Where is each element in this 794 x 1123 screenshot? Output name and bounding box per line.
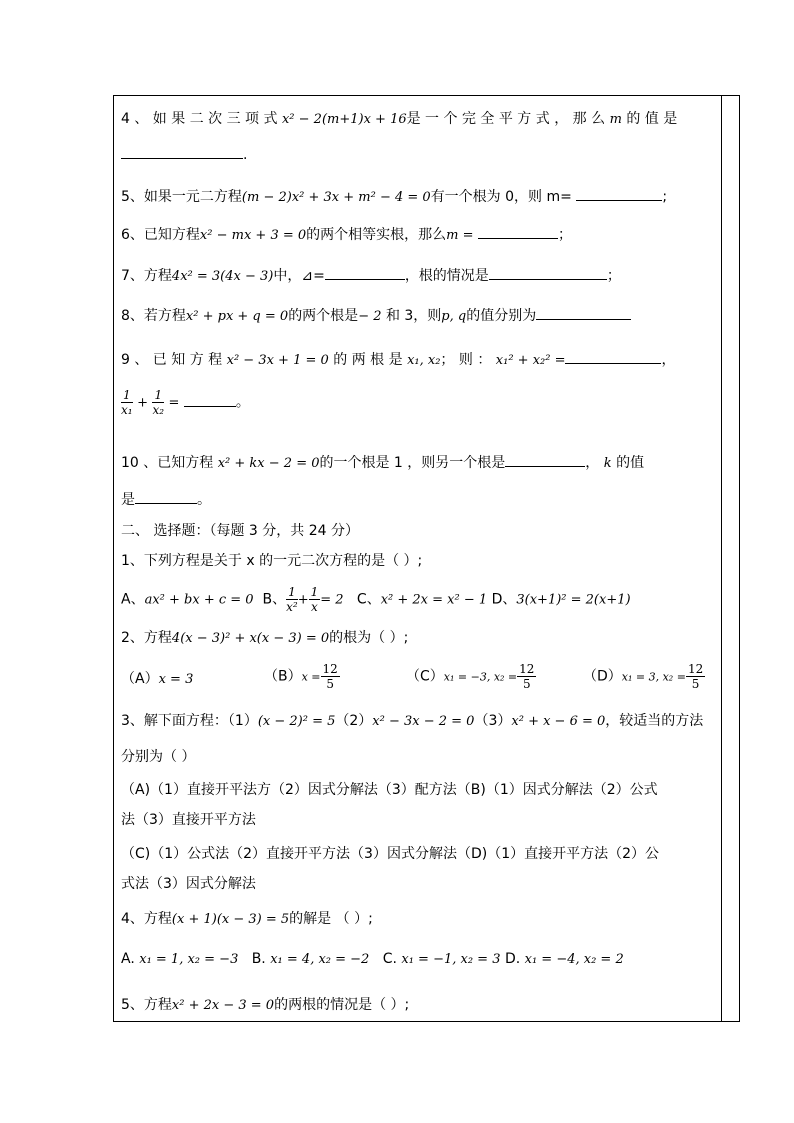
choice-question-1 bbox=[121, 550, 422, 570]
q10-variable: k bbox=[603, 456, 612, 471]
c1-option-a[interactable]: ax² + bx + c = 0 bbox=[144, 592, 254, 608]
c3-options-ab-line-1: （A)（1）直接开平法方（2）因式分解法（3）配方法（B)（1）因式分解法（2）公式 bbox=[121, 782, 658, 798]
q7-blank-2[interactable] bbox=[489, 267, 607, 280]
q10-blank-1[interactable] bbox=[505, 454, 585, 467]
q4-text-3: 的 值 是 bbox=[626, 111, 678, 127]
choice-3-options-ab[interactable] bbox=[121, 779, 658, 799]
q9-end-2: 。 bbox=[235, 394, 250, 411]
choice-question-4 bbox=[121, 908, 373, 928]
c2-option-d[interactable]: （D）x₁ = 3, x₂ = $\frac{12}{5}$ bbox=[583, 662, 704, 691]
c2-option-b[interactable]: （B）x = $\frac{12}{5}$ bbox=[264, 662, 338, 691]
q9-text-2: 的 两 根 是 bbox=[333, 352, 403, 368]
question-10 bbox=[121, 452, 644, 472]
q5-text: 5、如果一元二方程 bbox=[121, 189, 242, 205]
question-9 bbox=[121, 349, 675, 369]
q8-text-4: 的值分别为 bbox=[466, 308, 537, 324]
q10-text-4: 的值 bbox=[616, 455, 645, 471]
choice-question-3-line-2 bbox=[121, 746, 195, 766]
c3-expression-1: (x − 2)² = 5 bbox=[257, 714, 336, 729]
q6-text: 6、已知方程 bbox=[121, 227, 200, 243]
c1-option-a-label: A、 bbox=[121, 591, 145, 608]
c4-option-d[interactable]: D. x₁ = −4, x₂ = 2 bbox=[504, 951, 624, 967]
q8-root: − 2 bbox=[358, 309, 382, 324]
c4-text: 4、方程 bbox=[121, 911, 172, 927]
q8-text: 8、若方程 bbox=[121, 308, 186, 324]
c1-option-d-label: D、 bbox=[491, 591, 517, 608]
q6-blank[interactable] bbox=[478, 226, 558, 239]
c1-option-c-label: C、 bbox=[356, 591, 381, 608]
q8-variables: p, q bbox=[441, 309, 467, 324]
q9-text: 9 、 已 知 方 程 bbox=[121, 352, 223, 368]
q5-end: ; bbox=[662, 189, 668, 205]
c5-text: 5、方程 bbox=[121, 997, 172, 1013]
choice-1-options: A、ax² + bx + c = 0 B、 $\frac{1}{\text{x²}}$ + $\frac{1}{x}$ = 2 C、x² + 2x = x² − 1 D、3(x+1)² = 2(x+1) bbox=[121, 585, 631, 614]
q10-expression: x² + kx − 2 = 0 bbox=[217, 456, 320, 471]
q4-text: 4 、 如 果 二 次 三 项 式 bbox=[121, 111, 278, 127]
q7-delta: ⊿= bbox=[301, 268, 325, 284]
q4-end: . bbox=[243, 147, 248, 163]
question-4-answer-line bbox=[121, 146, 247, 163]
c4-option-b[interactable]: B. x₁ = 4, x₂ = −2 bbox=[251, 951, 370, 967]
c2-text: 2、方程 bbox=[121, 630, 172, 646]
q8-blank[interactable] bbox=[536, 307, 631, 320]
q6-end: ； bbox=[557, 227, 572, 243]
c2-option-a[interactable]: （A）x = 3 bbox=[121, 671, 194, 687]
choice-3-options-cd[interactable] bbox=[121, 843, 659, 863]
q7-text: 7、方程 bbox=[121, 268, 172, 284]
c3-text-2: 分别为（ ） bbox=[121, 749, 196, 765]
q7-text-2: 中， bbox=[273, 268, 302, 284]
question-9-line-2 bbox=[121, 388, 250, 417]
q6-variable: m = bbox=[446, 228, 474, 243]
q8-text-3: 和 3，则 bbox=[385, 308, 442, 324]
q9-roots: x₁, x₂ bbox=[407, 353, 441, 368]
c3-options-cd-line-2: 式法（3）因式分解法 bbox=[121, 876, 256, 892]
choice-question-5 bbox=[121, 994, 409, 1014]
q7-expression: 4x² = 3(4x − 3) bbox=[171, 269, 274, 284]
choice-4-options bbox=[121, 951, 624, 967]
q5-expression: (m − 2)x² + 3x + m² − 4 = 0 bbox=[241, 190, 431, 205]
q6-expression: x² − mx + 3 = 0 bbox=[199, 228, 307, 243]
q9-blank-2[interactable] bbox=[184, 394, 236, 407]
c1-option-d[interactable]: 3(x+1)² = 2(x+1) bbox=[516, 592, 631, 608]
c1-option-c[interactable]: x² + 2x = x² − 1 bbox=[380, 592, 488, 608]
section-2-heading bbox=[121, 520, 359, 540]
choice-question-3: 3、解下面方程：（1）(x − 2)² = 5（2）x² − 3x − 2 = 0（3）x² + x − 6 = 0，较适当的方法 bbox=[121, 713, 704, 729]
c2-expression: 4(x − 3)² + x(x − 3) = 0 bbox=[171, 631, 330, 646]
q9-sum-squares: x₁² + x₂² = bbox=[495, 353, 566, 368]
q4-text-2: 是 一 个 完 全 平 方 式 ， 那 么 bbox=[406, 111, 606, 127]
c5-expression: x² + 2x − 3 = 0 bbox=[171, 998, 275, 1013]
c4-option-a[interactable]: A. x₁ = 1, x₂ = −3 bbox=[121, 951, 239, 967]
q4-expression: x² − 2(m+1)x + 16 bbox=[281, 112, 407, 127]
q9-equals: = bbox=[168, 395, 180, 411]
q10-end: 。 bbox=[197, 492, 211, 508]
c3-text: 3、解下面方程：（1） bbox=[121, 713, 258, 729]
q10-text-5: 是 bbox=[121, 492, 135, 508]
right-column-divider bbox=[721, 95, 722, 1022]
q7-blank-1[interactable] bbox=[325, 267, 405, 280]
q10-text-3: ， bbox=[585, 455, 600, 471]
c5-text-2: 的两根的情况是（ ）; bbox=[274, 997, 410, 1013]
q9-text-3: ； 则 ： bbox=[440, 352, 492, 368]
q8-text-2: 的两个根是 bbox=[288, 308, 359, 324]
choice-question-2 bbox=[121, 627, 408, 647]
q10-text-2: 的一个根是 1 ，则另一个根是 bbox=[319, 455, 506, 471]
question-4 bbox=[121, 108, 677, 128]
c2-text-2: 的根为（ ）; bbox=[329, 630, 409, 646]
q4-blank[interactable] bbox=[121, 146, 243, 159]
c3-options-cd-line-1: （C)（1）公式法（2）直接开平方法（3）因式分解法（D)（1）直接开平方法（2）公 bbox=[121, 846, 660, 862]
question-8 bbox=[121, 305, 631, 325]
q8-expression: x² + px + q = 0 bbox=[185, 309, 289, 324]
q4-variable: m bbox=[609, 112, 622, 127]
c1-option-b-fraction-1[interactable]: $\frac{1}{\text{x²}}$ bbox=[286, 585, 298, 614]
question-5 bbox=[121, 186, 667, 206]
c1-text: 1、下列方程是关于 x 的一元二次方程的是（ ）; bbox=[121, 553, 423, 569]
choice-3-options-ab-cont[interactable] bbox=[121, 809, 256, 829]
q10-text: 10 、已知方程 bbox=[121, 455, 214, 471]
q5-text-2: 有一个根为 0，则 m= bbox=[430, 189, 572, 205]
c3-expression-2: x² − 3x − 2 = 0 bbox=[372, 714, 475, 729]
question-7 bbox=[121, 265, 621, 285]
c4-expression: (x + 1)(x − 3) = 5 bbox=[171, 912, 290, 927]
c1-option-b-label: B、 bbox=[262, 591, 287, 608]
q7-end: ； bbox=[606, 268, 621, 284]
q5-blank[interactable] bbox=[576, 188, 662, 201]
q9-end: ， bbox=[661, 352, 676, 368]
q9-fraction-1: $\frac{1}{\text{x₁}}$ bbox=[121, 388, 133, 417]
section-2-title: 二、 选择题：（每题 3 分，共 24 分） bbox=[121, 523, 359, 539]
c3-expression-3: x² + x − 6 = 0 bbox=[511, 714, 606, 729]
q9-fraction-2: $\frac{1}{\text{x₂}}$ bbox=[152, 388, 165, 417]
question-6 bbox=[121, 224, 572, 244]
choice-3-options-cd-cont[interactable] bbox=[121, 873, 256, 893]
q9-plus: + bbox=[137, 395, 148, 411]
q9-blank-1[interactable] bbox=[565, 351, 661, 364]
q6-text-2: 的两个相等实根，那么 bbox=[306, 227, 447, 243]
question-10-line-2 bbox=[121, 489, 211, 509]
c3-options-ab-line-2: 法（3）直接开平方法 bbox=[121, 812, 256, 828]
c4-option-c[interactable]: C. x₁ = −1, x₂ = 3 bbox=[382, 951, 501, 967]
c1-option-b-fraction-2[interactable]: $\frac{1}{x}$ bbox=[310, 585, 319, 614]
q7-text-3: ，根的情况是 bbox=[404, 268, 489, 284]
c4-text-2: 的解是 （ ）; bbox=[289, 911, 373, 927]
q9-expression: x² − 3x + 1 = 0 bbox=[226, 353, 329, 368]
q10-blank-2[interactable] bbox=[135, 491, 197, 504]
c2-option-c[interactable]: （C）x₁ = −3, x₂ = $\frac{12}{5}$ bbox=[406, 662, 535, 691]
